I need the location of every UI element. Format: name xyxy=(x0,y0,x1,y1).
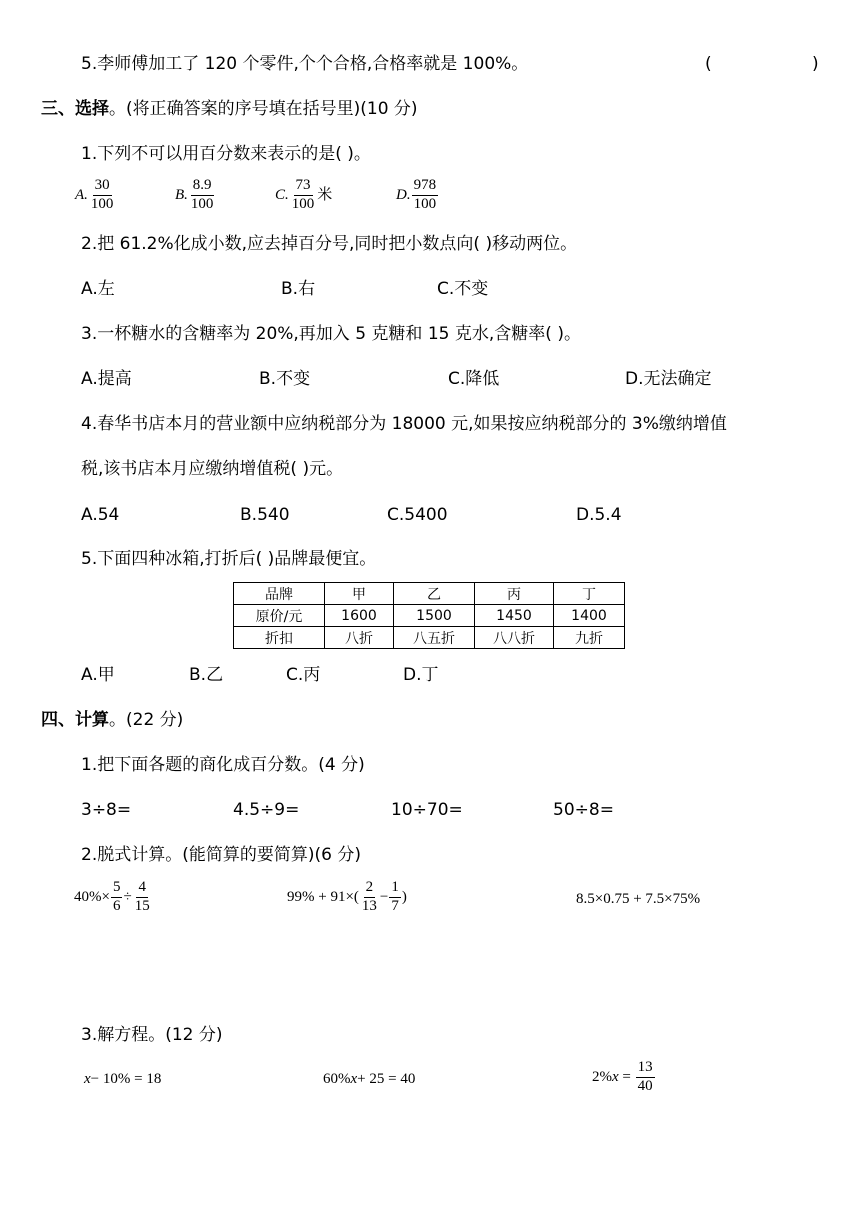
s3-q5-option-a[interactable]: A.甲 xyxy=(81,665,115,685)
section4-heading xyxy=(41,712,183,729)
s3-q5-option-c[interactable]: C.丙 xyxy=(286,665,321,685)
s4-q2-text: 2.脱式计算。(能简算的要简算)(6 分) xyxy=(81,845,361,865)
expr-part: − 10% = 18 xyxy=(90,1071,162,1087)
fraction-numerator: 13 xyxy=(636,1060,655,1078)
s4-q3-eq-1 xyxy=(84,1072,161,1087)
judge-q5-paren-close: ) xyxy=(812,54,819,74)
expr-part: 99% + 91×( xyxy=(287,888,359,905)
s4-q3-text: 3.解方程。(12 分) xyxy=(81,1025,223,1045)
fraction-numerator: 978 xyxy=(412,178,439,196)
s4-q2-expr-2 xyxy=(287,880,407,915)
option-label: A. xyxy=(75,186,88,203)
s4-q1-text: 1.把下面各题的商化成百分数。(4 分) xyxy=(81,755,365,775)
expr-operator: − xyxy=(379,888,389,905)
section4-title: 四、计算 xyxy=(41,710,109,730)
option-label: D. xyxy=(396,186,411,203)
variable: x xyxy=(84,1071,91,1087)
section3-title: 三、选择 xyxy=(41,99,109,119)
s3-q1-option-a[interactable] xyxy=(75,178,116,213)
fraction-numerator: 2 xyxy=(364,880,376,898)
s3-q4-option-c[interactable]: C.5400 xyxy=(387,505,448,525)
s3-q4-option-d[interactable]: D.5.4 xyxy=(576,505,622,525)
s3-q3-option-b[interactable]: B.不变 xyxy=(259,369,311,389)
s3-q4-text-line2: 税,该书店本月应缴纳增值税( )元。 xyxy=(81,459,344,479)
fraction-denominator: 15 xyxy=(134,897,150,914)
table-cell: 九折 xyxy=(554,627,625,649)
section3-heading xyxy=(41,101,418,118)
fraction-denominator: 6 xyxy=(112,897,121,914)
table-cell: 丙 xyxy=(475,583,554,605)
s4-q3-eq-3 xyxy=(592,1060,656,1095)
table-row xyxy=(234,605,625,627)
table-cell: 1450 xyxy=(475,605,554,627)
option-unit: 米 xyxy=(317,186,333,203)
expr-part: ) xyxy=(401,888,407,905)
expr-part: + 25 = 40 xyxy=(357,1071,416,1087)
s3-q2-option-b[interactable]: B.右 xyxy=(281,279,316,299)
s4-q2-expr-3: 8.5×0.75 + 7.5×75% xyxy=(576,891,701,907)
s3-q1-option-b[interactable] xyxy=(175,178,216,213)
expr-part: 2% xyxy=(592,1068,612,1085)
fraction-denominator: 100 xyxy=(90,195,114,212)
s3-q3-option-d[interactable]: D.无法确定 xyxy=(625,369,712,389)
s4-q3-eq-2 xyxy=(323,1072,415,1087)
table-cell: 1400 xyxy=(554,605,625,627)
s3-q1-text: 1.下列不可以用百分数来表示的是( )。 xyxy=(81,144,371,164)
s3-q2-option-a[interactable]: A.左 xyxy=(81,279,115,299)
s3-q3-option-a[interactable]: A.提高 xyxy=(81,369,132,389)
s3-q4-option-a[interactable]: A.54 xyxy=(81,505,120,525)
s3-q4-option-b[interactable]: B.540 xyxy=(240,505,290,525)
fraction-numerator: 30 xyxy=(93,178,112,196)
table-row xyxy=(234,627,625,649)
fraction-denominator: 13 xyxy=(361,897,377,914)
table-cell: 甲 xyxy=(325,583,394,605)
option-label: C. xyxy=(275,186,289,203)
s3-q1-option-c[interactable] xyxy=(275,178,332,213)
table-cell: 八折 xyxy=(325,627,394,649)
s4-q2-expr-1 xyxy=(74,880,153,915)
s3-q2-text: 2.把 61.2%化成小数,应去掉百分号,同时把小数点向( )移动两位。 xyxy=(81,234,578,254)
expr-operator: = xyxy=(618,1068,635,1085)
variable: x xyxy=(350,1071,358,1087)
judge-q5-answer-blank[interactable] xyxy=(716,52,812,76)
table-cell: 1600 xyxy=(325,605,394,627)
fridge-price-table xyxy=(233,582,625,649)
s3-q1-option-d[interactable] xyxy=(396,178,439,213)
s3-q2-option-c[interactable]: C.不变 xyxy=(437,279,489,299)
table-cell: 丁 xyxy=(554,583,625,605)
table-cell: 1500 xyxy=(394,605,475,627)
expr-part: 60% xyxy=(323,1071,351,1087)
fraction-numerator: 5 xyxy=(111,880,123,898)
fraction-numerator: 8.9 xyxy=(191,178,214,196)
table-cell: 八五折 xyxy=(394,627,475,649)
expr-operator: ÷ xyxy=(123,888,132,905)
table-cell: 原价/元 xyxy=(234,605,325,627)
table-cell: 折扣 xyxy=(234,627,325,649)
s3-q3-text: 3.一杯糖水的含糖率为 20%,再加入 5 克糖和 15 克水,含糖率( )。 xyxy=(81,324,581,344)
fraction-numerator: 1 xyxy=(389,880,401,898)
fraction-denominator: 100 xyxy=(413,195,437,212)
section4-points: 。(22 分) xyxy=(109,710,184,730)
option-label: B. xyxy=(175,186,188,203)
table-cell: 八八折 xyxy=(475,627,554,649)
fraction-numerator: 73 xyxy=(294,178,313,196)
judge-q5-text: 5.李师傅加工了 120 个零件,个个合格,合格率就是 100%。 xyxy=(81,54,529,74)
s3-q4-text-line1: 4.春华书店本月的营业额中应纳税部分为 18000 元,如果按应纳税部分的 3%缴纳增值 xyxy=(81,414,727,434)
variable: x xyxy=(612,1068,619,1085)
s3-q5-option-d[interactable]: D.丁 xyxy=(403,665,439,685)
fraction-numerator: 4 xyxy=(136,880,148,898)
s4-q1-item-2: 4.5÷9= xyxy=(233,800,300,820)
table-cell: 乙 xyxy=(394,583,475,605)
expr-part: 40%× xyxy=(74,888,110,905)
fraction-denominator: 7 xyxy=(391,897,399,914)
fraction-denominator: 40 xyxy=(637,1077,653,1094)
judge-q5-paren-open: ( xyxy=(705,54,712,74)
s3-q5-option-b[interactable]: B.乙 xyxy=(189,665,224,685)
s3-q3-option-c[interactable]: C.降低 xyxy=(448,369,500,389)
s4-q1-item-1: 3÷8= xyxy=(81,800,132,820)
fraction-denominator: 100 xyxy=(291,195,315,212)
s3-q5-text: 5.下面四种冰箱,打折后( )品牌最便宜。 xyxy=(81,549,377,569)
fraction-denominator: 100 xyxy=(190,195,214,212)
table-row xyxy=(234,583,625,605)
s4-q1-item-4: 50÷8= xyxy=(553,800,614,820)
table-cell: 品牌 xyxy=(234,583,325,605)
section3-instructions: 。(将正确答案的序号填在括号里)(10 分) xyxy=(109,99,418,119)
s4-q1-item-3: 10÷70= xyxy=(391,800,463,820)
